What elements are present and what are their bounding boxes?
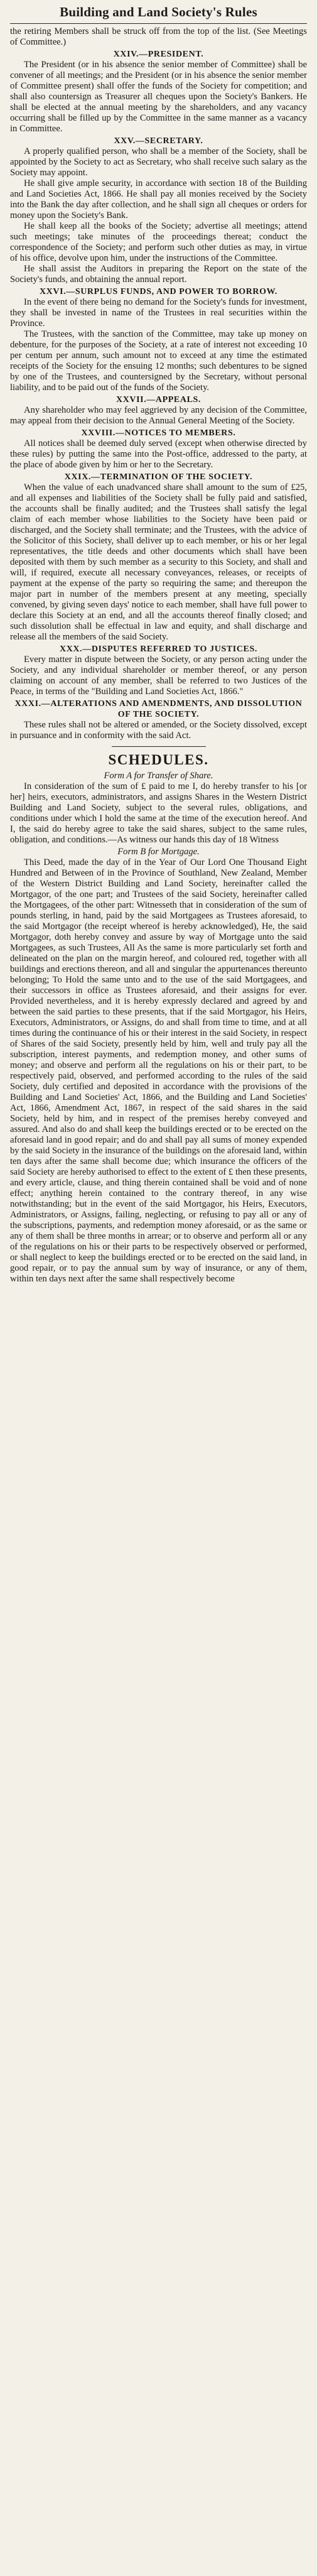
- form-heading: Form B for Mortgage.: [117, 847, 200, 857]
- rule-paragraph: These rules shall not be altered or amended, or the Society dissolved, except in pursuance and in conformity with the said Act.: [10, 720, 307, 741]
- rule-paragraph: The President (or in his absence the senior member of Committee) shall be convener of all meetings; and the President (or in his absence the senior member of Committee present) shall offer the funds of the Society for competition; and shall also countersign as Treasurer all cheques upon the Society's Bankers. He shall be elected at the annual meeting by the shareholders, and any vacancy occurring shall be filled up by the Committee in the same manner as a vacancy in Committee.: [10, 60, 307, 134]
- rule-heading: XXX.—DISPUTES REFERRED TO JUSTICES.: [60, 644, 257, 654]
- rule-paragraph: He shall give ample security, in accordance with section 18 of the Building and Land Societies Act, 1866. He shall pay all monies received by the Society into the Bank the day after collection, and he shall sign all cheques or orders for money upon the Society's Bank.: [10, 178, 307, 220]
- rule-paragraph: The Trustees, with the sanction of the Committee, may take up money on debenture, for the purposes of the Society, at a rate of interest not exceeding 10 per centum per annum, such amount not to exceed at any time the estimated receipts of the Society for the ensuing 12 months; such debentures to be signed by one of the Trustees, and countersigned by the Secretary, without personal liability, and to be paid out of the funds of the Society.: [10, 329, 307, 393]
- rule-heading: XXXI.—ALTERATIONS AND AMENDMENTS, AND DISSOLUTION OF THE SOCIETY.: [14, 699, 303, 719]
- rule-paragraph: A properly qualified person, who shall be a member of the Society, shall be appointed by the Society to act as Secretary, who shall receive such salary as the Society may appoint.: [10, 146, 307, 178]
- schedules-title: SCHEDULES.: [108, 752, 209, 768]
- column-masthead: Building and Land Society's Rules: [60, 4, 257, 19]
- form-paragraph: In consideration of the sum of £ paid to me I, do hereby transfer to his [or her] heirs, executors, administrators, and assigns Shares in the Western District Building and Land Society, subject to the several rules, obligations, and conditions under which I hold the same at the time of the execution hereof. And I, the said do hereby agree to take the said shares, subject to the same rules, obligation, and conditions.—As witness our hands this day of 18 Witness: [10, 781, 307, 845]
- schedule-forms: [10, 771, 307, 1285]
- rule-heading: XXVIII.—NOTICES TO MEMBERS.: [81, 428, 236, 438]
- rule-heading: XXIV.—PRESIDENT.: [113, 50, 204, 59]
- rule-paragraph: When the value of each unadvanced share shall amount to the sum of £25, and all expenses and liabilities of the Society shall be fully paid and satisfied, the accounts shall be finally audited; and the Trustees shall satisfy the legal claim of each member whose liabilities to the Society have been paid or discharged, and the Society shall terminate; and the Trustees, with the advice of the Solicitor of this Society, shall deliver up to each member, or his or her legal representatives, the title deeds and other documents which shall have been deposited with them by such member as a security to this Society, and shall and will, if required, execute all necessary conveyances, releases, or receipts of payment at the expense of the party so requiring the same; and thereupon the major part in number of the members present at any meeting, specially convened, by giving seven days' notice to each member, shall have full power to declare this Society at an end, and all the accounts thereof finally closed; and such dissolution shall be effectual in law and equity, and shall discharge and release all the members of the said Society.: [10, 482, 307, 642]
- rule-section: [10, 49, 307, 134]
- rule-paragraph: In the event of there being no demand for the Society's funds for investment, they shall be invested in name of the Trustees in real securities within the Province.: [10, 297, 307, 329]
- rule-paragraph: Every matter in dispute between the Society, or any person acting under the Society, and any individual shareholder or member thereof, or any person claiming on account of any member, shall be referred to two Justices of the Peace, in terms of the "Building and Land Societies Act, 1866.": [10, 655, 307, 697]
- rule-section: [10, 698, 307, 741]
- rule-heading: XXVI.—SURPLUS FUNDS, AND POWER TO BORROW.: [39, 287, 278, 296]
- rule-heading: XXV.—SECRETARY.: [114, 136, 203, 146]
- masthead-rule: [10, 23, 307, 24]
- form-heading: Form A for Transfer of Share.: [104, 771, 213, 781]
- rule-paragraph: He shall assist the Auditors in preparing the Report on the state of the Society's funds, and obtaining the annual report.: [10, 264, 307, 285]
- section-divider: [112, 746, 206, 747]
- schedule-form: [10, 771, 307, 845]
- rule-section: [10, 472, 307, 643]
- rule-paragraph: He shall keep all the books of the Society; advertise all meetings; attend such meetings; take minutes of the proceedings thereat; conduct the correspondence of the Society; and perform such other duties as may, in virtue of his office, devolve upon him, under the instructions of the Committee.: [10, 221, 307, 263]
- rule-heading: XXIX.—TERMINATION OF THE SOCIETY.: [64, 472, 253, 482]
- rule-heading: XXVII.—APPEALS.: [116, 395, 201, 405]
- rule-paragraph: All notices shall be deemed duly served (except when otherwise directed by these rules) by putting the same into the Post-office, addressed to the party, at the place of abode given by him or her to the Secretary.: [10, 438, 307, 470]
- rule-section: [10, 394, 307, 427]
- rule-section: [10, 428, 307, 470]
- rule-section: [10, 644, 307, 697]
- rule-paragraph: the retiring Members shall be struck off from the top of the list. (See Meetings of Committee.): [10, 26, 307, 47]
- schedule-form: [10, 847, 307, 1285]
- rule-section: [10, 26, 307, 48]
- form-paragraph: This Deed, made the day of in the Year of Our Lord One Thousand Eight Hundred and Between of in the Province of Southland, New Zealand, Member of the Western District Building and Land Society, hereinafter called the Mortgagor, of the one part; and Trustees of the said Society, hereinafter called the Mortgagees, of the other part: Witnesseth that in consideration of the sum of pounds sterling, in hand, paid by the said Mortgagees as Trustees aforesaid, to the said Mortgagor (the receipt whereof is hereby acknowledged), He, the said Mortgagor, doth hereby convey and assure by way of Mortgage unto the said Mortgagees, as such Trustees, All As the same is more particularly set forth and delineated on the plan on the margin hereof, and coloured red, together with all buildings and erections thereon, and all and singular the appurtenances thereunto belonging; To Hold the same unto and to the use of the said Mortgagees, and their successors in office as Trustees aforesaid, and their assigns for ever. Provided nevertheless, and it is hereby expressly declared and agreed by and between the said parties to these presents, that if the said Mortgagor, his Heirs, Executors, Administrators, or Assigns, do and shall from time to time, and at all times during the continuance of his or their interest in the said Society, in respect of Shares of the said Society, presently held by him, well and truly pay all the subscription, interest payments, and redemption money, and other sums of money; and observe and perform all the regulations on his or their part, to be respectively paid, observed, and performed according to the rules of the said Society, duly certified and deposited in accordance with the provisions of the Building and Land Societies' Act, 1866, and the Building and Land Societies' Act, 1866, Amendment Act, 1867, in respect of the said shares in the said Society, held by him, and in respect of the premises hereby conveyed and assured. And also do and shall keep the buildings erected or to be erected on the aforesaid land in good repair; and do and shall pay all sums of money expended by the said Society in the insurance of the buildings on the aforesaid land, within ten days after the same shall become due; which insurance the officers of the said Society are hereby authorised to effect to the extent of £ then these presents, and every article, clause, and thing therein contained shall be void and of none effect; anything herein contained to the contrary thereof, in any wise notwithstanding; but in the event of the said Mortgagor, his Heirs, Executors, Administrators, or Assigns, failing, neglecting, or refusing to pay all or any of the subscriptions, payments, and redemption money aforesaid, or as the same or any of them shall be three months in arrear; or to observe and perform all or any of the regulations on his or their parts to be respectively observed or performed, or shall neglect to keep the buildings erected or to be erected on the said land, in good repair, or to pay the annual sum by way of insurance, or any of them, within ten days next after the same shall respectively become: [10, 857, 307, 1284]
- rule-section: [10, 136, 307, 285]
- rule-paragraph: Any shareholder who may feel aggrieved by any decision of the Committee, may appeal from their decision to the Annual General Meeting of the Society.: [10, 405, 307, 426]
- rule-section: [10, 286, 307, 393]
- rules-list: [10, 26, 307, 741]
